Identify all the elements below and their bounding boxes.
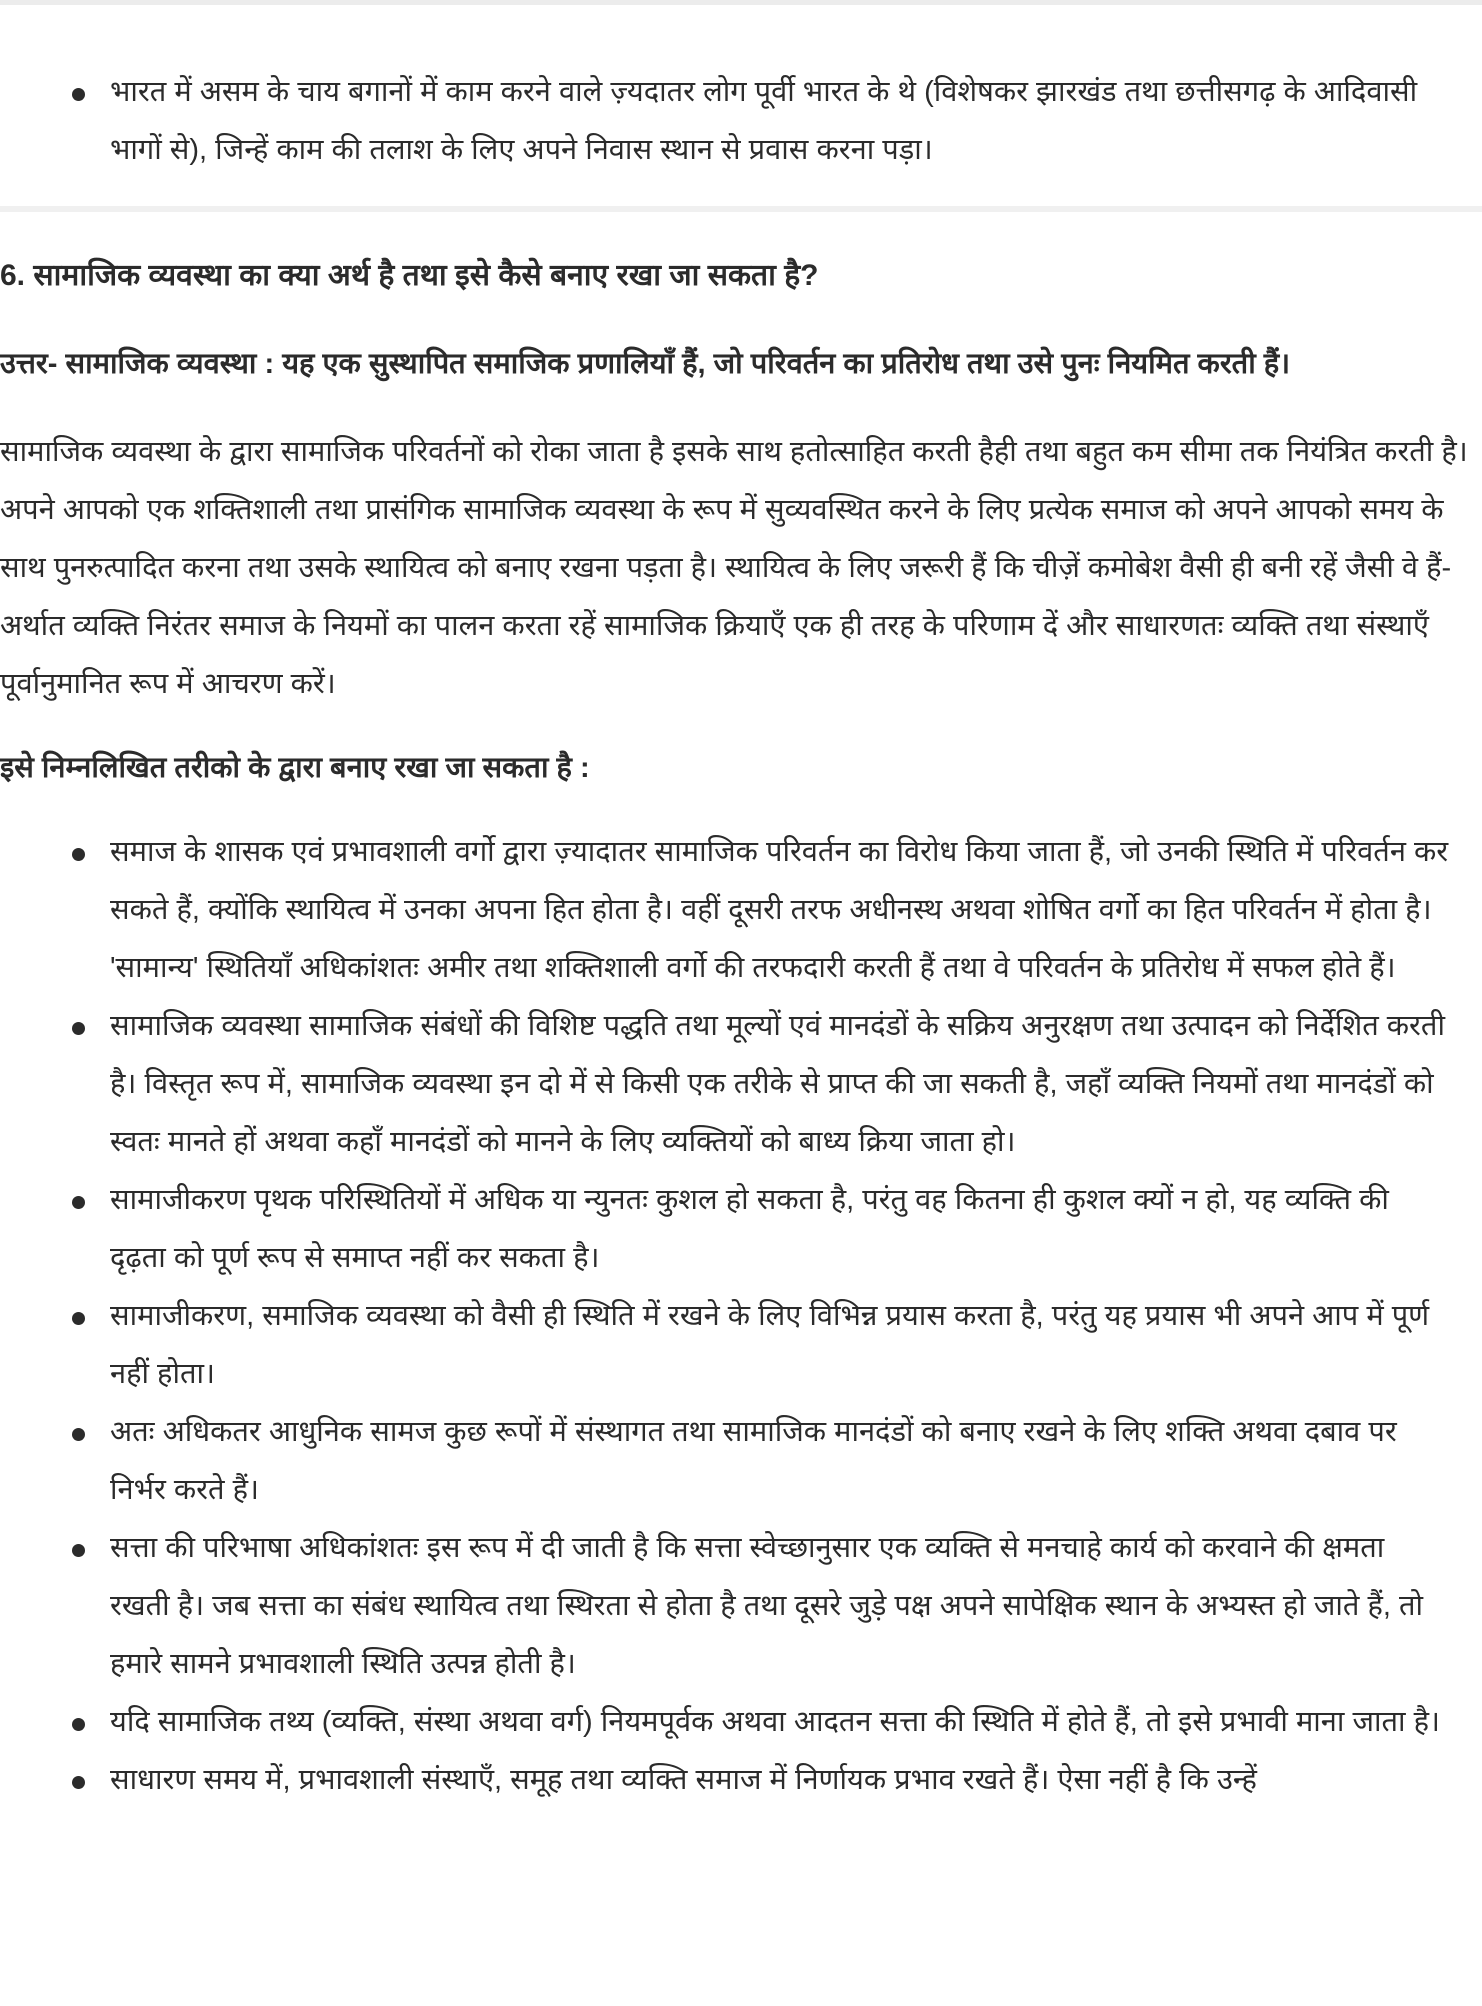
- list-item: सामाजीकरण पृथक परिस्थितियों में अधिक या न्युनतः कुशल हो सकता है, परंतु वह कितना ही कुशल क्यों न हो, यह व्यक्ति की दृढ़ता को पूर्ण रूप से समाप्त नहीं कर सकता है।: [0, 1171, 1470, 1287]
- list-item: अतः अधिकतर आधुनिक सामज कुछ रूपों में संस्थागत तथा सामाजिक मानदंडों को बनाए रखने के लिए शक्ति अथवा दबाव पर निर्भर करते हैं।: [0, 1403, 1470, 1519]
- list-item: भारत में असम के चाय बगानों में काम करने वाले ज़्यदातर लोग पूर्वी भारत के थे (विशेषकर झारखंड तथा छत्तीसगढ़ के आदिवासी भागों से), जिन्हें काम की तलाश के लिए अपने निवास स्थान से प्रवास करना पड़ा।: [0, 63, 1482, 179]
- question-6-section: [0, 247, 1470, 1809]
- question-heading: 6. सामाजिक व्यवस्था का क्या अर्थ है तथा इसे कैसे बनाए रखा जा सकता है?: [0, 259, 819, 292]
- answer-paragraph: सामाजिक व्यवस्था के द्वारा सामाजिक परिवर्तनों को रोका जाता है इसके साथ हतोत्साहित करती हैही तथा बहुत कम सीमा तक नियंत्रित करती है। अपने आपको एक शक्तिशाली तथा प्रासंगिक सामाजिक व्यवस्था के रूप में सुव्यवस्थित करने के लिए प्रत्येक समाज को अपने आपको समय के साथ पुनरुत्पादित करना तथा उसके स्थायित्व को बनाए रखना पड़ता है। स्थायित्व के लिए जरूरी हैं कि चीज़ें कमोबेश वैसी ही बनी रहें जैसी वे हैं-अर्थात व्यक्ति निरंतर समाज के नियमों का पालन करता रहें सामाजिक क्रियाएँ एक ही तरह के परिणाम दें और साधारणतः व्यक्ति तथा संस्थाएँ पूर्वानुमानित रूप में आचरण करें।: [0, 436, 1468, 700]
- methods-list: [0, 823, 1470, 1809]
- section-divider: [0, 206, 1482, 212]
- list-item: यदि सामाजिक तथ्य (व्यक्ति, संस्था अथवा वर्ग) नियमपूर्वक अथवा आदतन सत्ता की स्थिति में होते हैं, तो इसे प्रभावी माना जाता है।: [0, 1693, 1470, 1751]
- list-item: सामाजीकरण, समाजिक व्यवस्था को वैसी ही स्थिति में रखने के लिए विभिन्न प्रयास करता है, परंतु यह प्रयास भी अपने आप में पूर्ण नहीं होता।: [0, 1287, 1470, 1403]
- top-divider: [0, 0, 1482, 5]
- methods-subheading: इसे निम्नलिखित तरीको के द्वारा बनाए रखा जा सकता है :: [0, 752, 590, 784]
- list-item: समाज के शासक एवं प्रभावशाली वर्गो द्वारा ज़्यादातर सामाजिक परिवर्तन का विरोध किया जाता हैं, जो उनकी स्थिति में परिवर्तन कर सकते हैं, क्योंकि स्थायित्व में उनका अपना हित होता है। वहीं दूसरी तरफ अधीनस्थ अथवा शोषित वर्गो का हित परिवर्तन में होता है। 'सामान्य' स्थितियाँ अधिकांशतः अमीर तथा शक्तिशाली वर्गो की तरफदारी करती हैं तथा वे परिवर्तन के प्रतिरोध में सफल होते हैं।: [0, 823, 1470, 997]
- bullet-list: [0, 63, 1482, 179]
- answer-definition: उत्तर- सामाजिक व्यवस्था : यह एक सुस्थापित समाजिक प्रणालियाँ हैं, जो परिवर्तन का प्रतिरोध तथा उसे पुनः नियमित करती हैं।: [0, 348, 1291, 380]
- list-item: सत्ता की परिभाषा अधिकांशतः इस रूप में दी जाती है कि सत्ता स्वेच्छानुसार एक व्यक्ति से मनचाहे कार्य को करवाने की क्षमता रखती है। जब सत्ता का संबंध स्थायित्व तथा स्थिरता से होता है तथा दूसरे जुड़े पक्ष अपने सापेक्षिक स्थान के अभ्यस्त हो जाते हैं, तो हमारे सामने प्रभावशाली स्थिति उत्पन्न होती है।: [0, 1519, 1470, 1693]
- list-item: सामाजिक व्यवस्था सामाजिक संबंधों की विशिष्ट पद्धति तथा मूल्यों एवं मानदंडों के सक्रिय अनुरक्षण तथा उत्पादन को निर्देशित करती है। विस्तृत रूप में, सामाजिक व्यवस्था इन दो में से किसी एक तरीके से प्राप्त की जा सकती है, जहाँ व्यक्ति नियमों तथा मानदंडों को स्वतः मानते हों अथवा कहाँ मानदंडों को मानने के लिए व्यक्तियों को बाध्य क्रिया जाता हो।: [0, 997, 1470, 1171]
- previous-answer-block: [0, 63, 1482, 179]
- list-item: साधारण समय में, प्रभावशाली संस्थाएँ, समूह तथा व्यक्ति समाज में निर्णायक प्रभाव रखते हैं। ऐसा नहीं है कि उन्हें: [0, 1751, 1470, 1809]
